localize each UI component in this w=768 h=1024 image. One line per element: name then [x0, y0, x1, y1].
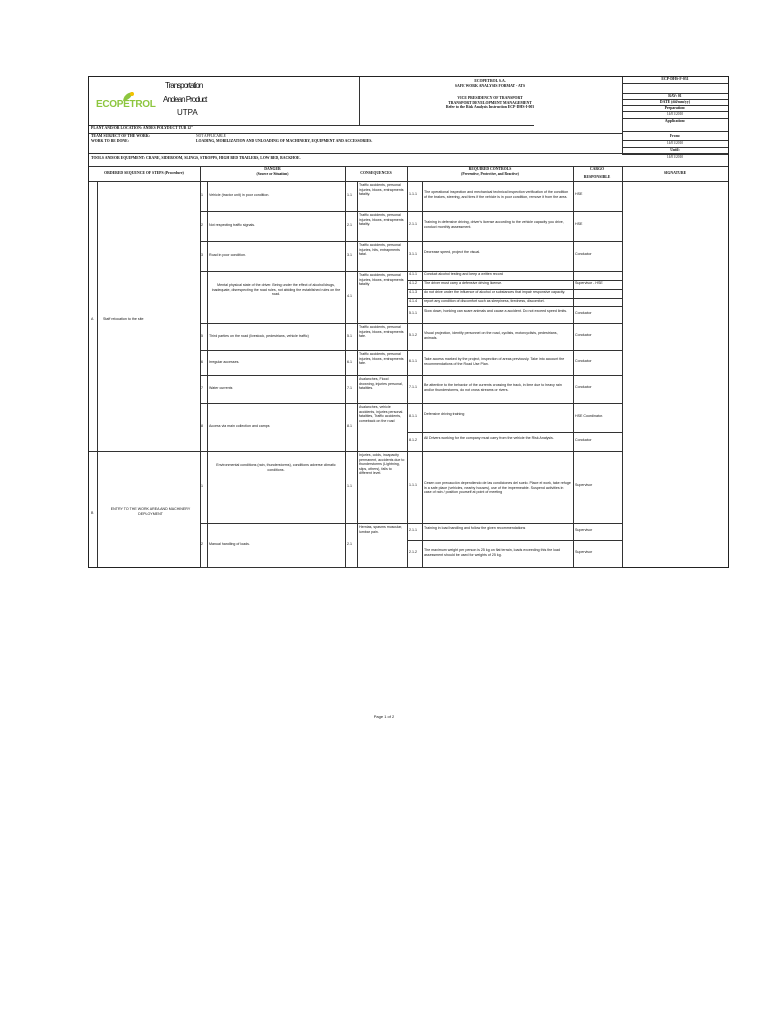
- responsible: Supervisor: [575, 483, 593, 487]
- control-code: 5.1.2: [409, 333, 417, 337]
- consequences-text: Traffic accidents, personal injuries, blows, entrapments fatality.: [359, 183, 404, 197]
- responsible: HSE: [575, 192, 583, 196]
- responsible: Supervisor: [575, 528, 593, 532]
- danger-text: Environmental conditions (rain, thunderstorms), conditions adverse climatic conditions.: [216, 463, 336, 472]
- control-text: Take access marked by the project, inspection of areas previously. Take into account the recommendations of the Road Use Plan.: [424, 357, 565, 366]
- control-code: 5.1.1: [409, 311, 417, 315]
- control-code: 3.1.1: [409, 252, 417, 256]
- danger-text: Water currents: [209, 386, 233, 390]
- danger-number: 5: [201, 334, 203, 338]
- responsible: Conductor: [575, 359, 592, 363]
- control-code: 2.1.2: [409, 550, 417, 554]
- danger-code: 5.1: [347, 334, 352, 338]
- danger-number: 8: [201, 424, 203, 428]
- step-b-letter: B: [91, 511, 94, 515]
- danger-text: Manual handling of loads.: [209, 542, 250, 546]
- management: TRANSPORT DEVELOPMENT MANAGEMENT: [448, 100, 532, 105]
- work-label: WORK TO BE DONE:: [91, 139, 129, 143]
- danger-text: Road in poor condition.: [209, 253, 246, 257]
- work-value: LOADING, MOBILIZATION AND UNLOADING OF MACHINERY, EQUIPMENT AND ACCESSORIES.: [196, 139, 373, 143]
- control-code: 8.1.1: [409, 414, 417, 418]
- control-code: 2.1.1: [409, 222, 417, 226]
- danger-text: Access via main collection and camps: [209, 424, 270, 428]
- danger-text: Irregular accesses.: [209, 360, 240, 364]
- col-controls-sub: (Preventive, Protective, and Reactive): [461, 171, 519, 176]
- responsible: Supervisor: [575, 550, 593, 554]
- control-code: 7.1.1: [409, 385, 417, 389]
- control-code: 2.1.1: [409, 528, 417, 532]
- logo-text: ECOPETROL: [96, 99, 156, 110]
- team-value: NOT APPLICABLE: [196, 134, 226, 138]
- danger-number: 6: [201, 360, 203, 364]
- ecopetrol-logo: [91, 79, 353, 123]
- step-b-text: ENTRY TO THE WORK AREA AND MACHINERY DEPLOYMENT: [110, 507, 191, 516]
- danger-code: 3.1: [347, 253, 352, 257]
- danger-code: 1.1: [347, 484, 352, 488]
- page-number: Page 1 of 2: [373, 714, 395, 719]
- danger-code: 2.1: [347, 223, 352, 227]
- responsible: Supervisor - HSE: [575, 281, 603, 285]
- control-code: 4.1.3: [409, 290, 417, 294]
- col-consequences: CONSEQUENCES: [360, 171, 392, 175]
- danger-code: 8.1: [347, 424, 352, 428]
- preparation-date: 14/01/2010: [622, 112, 728, 119]
- danger-text: Third parties on the road (livestock, pedestrians, vehicle traffic): [209, 334, 309, 338]
- control-code: 1.1.1: [409, 192, 417, 196]
- step-a-letter: A: [91, 317, 94, 321]
- col-signature: SIGNATURE: [663, 171, 687, 175]
- company-name: ECOPETROL S.A.: [474, 79, 506, 83]
- logo-line-3: UTPA: [177, 108, 198, 117]
- date-label: DATE (dd/mm/yy): [622, 100, 728, 106]
- ats-form-sheet: [88, 76, 729, 568]
- responsible: Conductor: [575, 311, 592, 315]
- control-code: 4.1.1: [409, 272, 417, 276]
- col-controls: REQUIRED CONTROLS: [468, 167, 512, 171]
- danger-text: Mental physical state of the driver. Being under the effect of alcohol/drugs, inadequate, disrespecting the road rules, not abiding the established rules on the road.: [211, 283, 341, 297]
- responsible: Conductor: [575, 252, 592, 256]
- consequences-text: Injuries, colds, incapacity permanent, accidents due to thunderstorms (Lightning, slips, others), falls to different level.: [359, 453, 405, 476]
- preparation-label: Preparation:: [622, 106, 728, 112]
- team-label: TEAM SUBJECT OF THE WORK:: [91, 134, 150, 138]
- danger-text: Not respecting traffic signals.: [209, 223, 256, 227]
- col-danger-sub: (Source or Situation): [256, 171, 289, 176]
- consequences-text: Traffic accidents, personal injuries, hits, entrapments fatal.: [359, 243, 401, 257]
- danger-code: 7.1: [347, 386, 352, 390]
- consequences-text: Avalanches, vehicle accidents, injuries personal. fatalities, Traffic accidents, comeback on the road: [359, 405, 404, 423]
- responsible: HSE: [575, 222, 583, 226]
- consequences-text: Traffic accidents, personal injuries, blows, entrapments fate.: [359, 325, 404, 339]
- control-text: do not drive under the influence of alcohol or substances that impair responsive capacity.: [424, 290, 566, 294]
- responsible: Conductor: [575, 333, 592, 337]
- control-text: The driver must carry a defensive driving license.: [424, 281, 503, 285]
- control-text: Decrease speed, project the visual.: [424, 250, 481, 254]
- consequences-text: Traffic accidents, personal injuries, blows, entrapments fatality: [359, 273, 404, 287]
- vice-presidency: VICE PRESIDENCY OF TRANSPORT: [457, 96, 523, 101]
- control-text: All Drivers working for the company must carry from the vehicle the Risk Analysis.: [424, 436, 554, 440]
- danger-number: 2: [201, 542, 203, 546]
- control-text: Conduct alcohol testing and keep a written record: [424, 272, 503, 276]
- danger-number: 2: [201, 223, 203, 227]
- responsible: HSE Coordinator.: [575, 414, 603, 418]
- responsible: Conductor: [575, 438, 592, 442]
- danger-code: 4.1: [347, 294, 352, 298]
- format-title: SAFE WORK ANALYSIS FORMAT - ATS: [454, 83, 526, 88]
- danger-code: 6.1: [347, 360, 352, 364]
- control-text: Be attentive to the behavior of the currents crossing the track, in lime due to heavy rain and/or thunderstorms, do not cross streams or rivers.: [424, 383, 562, 392]
- until-date: 14/01/2010: [666, 155, 684, 159]
- danger-code: 2.1: [347, 542, 352, 546]
- control-text: Slow down, honking can scare animals and cause a accident. Do not exceed speed limits.: [424, 309, 568, 313]
- control-text: The operational inspection and mechanical technical inspection verification of the condition of the brakes, steering, and tires if the vehicle is in poor condition, remove it from the area.: [424, 190, 569, 199]
- tools-equipment: TOOLS AND/OR EQUIPMENT: CRANE, SIDEBOOM, SLINGS, STROPPS, HIGH BED TRAILERS, LOW BED, BACKHOE.: [91, 156, 301, 160]
- danger-number: 1: [201, 484, 203, 488]
- consequences-text: Avalanches, Flood drowning, injuries personal, fatalities.: [359, 377, 403, 391]
- control-text: Training in load handling and follow the given recommendations: [424, 526, 526, 530]
- control-text: Training in defensive driving, driver's license according to the vehicle capacity you drive, conduct monthly assessment.: [424, 220, 564, 229]
- from-label: From:: [622, 134, 728, 141]
- control-code: 6.1.1: [409, 359, 417, 363]
- control-code: 8.1.2: [409, 438, 417, 442]
- step-a-text: Staff relocation to the site: [103, 317, 144, 321]
- application-label: Application:: [622, 119, 728, 132]
- control-code: 4.1.4: [409, 299, 417, 303]
- responsible: Conductor: [575, 385, 592, 389]
- col-steps: ORDERED SEQUENCE OF STEPS (Procedure): [104, 171, 184, 175]
- control-code: 1.1.1: [409, 483, 417, 487]
- danger-number: 3: [201, 253, 203, 257]
- control-text: report any condition of discomfort such as sleepiness, tiredness, discomfort.: [424, 299, 545, 303]
- control-text: Visual projection, identify personnel on the road, cyclists, motorcyclists, pedestrians, animals.: [424, 331, 558, 340]
- consequences-text: Traffic accidents, personal injuries, blows, entrapments fatality.: [359, 213, 404, 227]
- control-code: 4.1.2: [409, 281, 417, 285]
- from-date: 14/01/2010: [622, 141, 728, 148]
- danger-code: 1.1: [347, 193, 352, 197]
- consequences-text: Traffic accidents, personal injuries, blows, entrapments fate.: [359, 352, 404, 366]
- danger-text: Vehicle (tractor unit) in poor condition.: [209, 193, 270, 197]
- col-cargo-sub: RESPONSIBLE: [583, 174, 611, 179]
- danger-number: 1: [201, 193, 203, 197]
- reference: Refer to the Risk Analysis Instruction ECP-DHS-I-003: [445, 105, 535, 110]
- control-text: The maximum weight per person is 25 kg on flat terrain, loads exceeding this the load assessment should be used for weights of 25 kg.: [424, 548, 561, 557]
- revision: RAV: 01: [622, 94, 728, 100]
- control-text: Cesen con precaución dependiendo de las condiciones del suelo. Place el work, take refuge in a safe place (vehicles, nearby houses), use of the impermeable. Suspend activities in case of rain / position yourself at point of meeting: [424, 481, 571, 495]
- logo-line-1: Transportation: [165, 81, 203, 90]
- danger-number: 7: [201, 386, 203, 390]
- col-cargo: CARGO: [589, 167, 605, 171]
- form-code: ECP-DHS-F-031: [622, 77, 728, 84]
- plant-location: PLANT AND/OR LOCATION: ANDES POLYDUCT TUB 12": [91, 126, 194, 130]
- until-label: Until:: [622, 148, 728, 155]
- control-text: Defensive driving training: [424, 412, 465, 416]
- col-danger: DANGER: [264, 167, 281, 171]
- logo-line-2: Andean Product: [163, 95, 207, 104]
- consequences-text: Hernias, spasms muscular, lumbar pain.: [359, 525, 403, 534]
